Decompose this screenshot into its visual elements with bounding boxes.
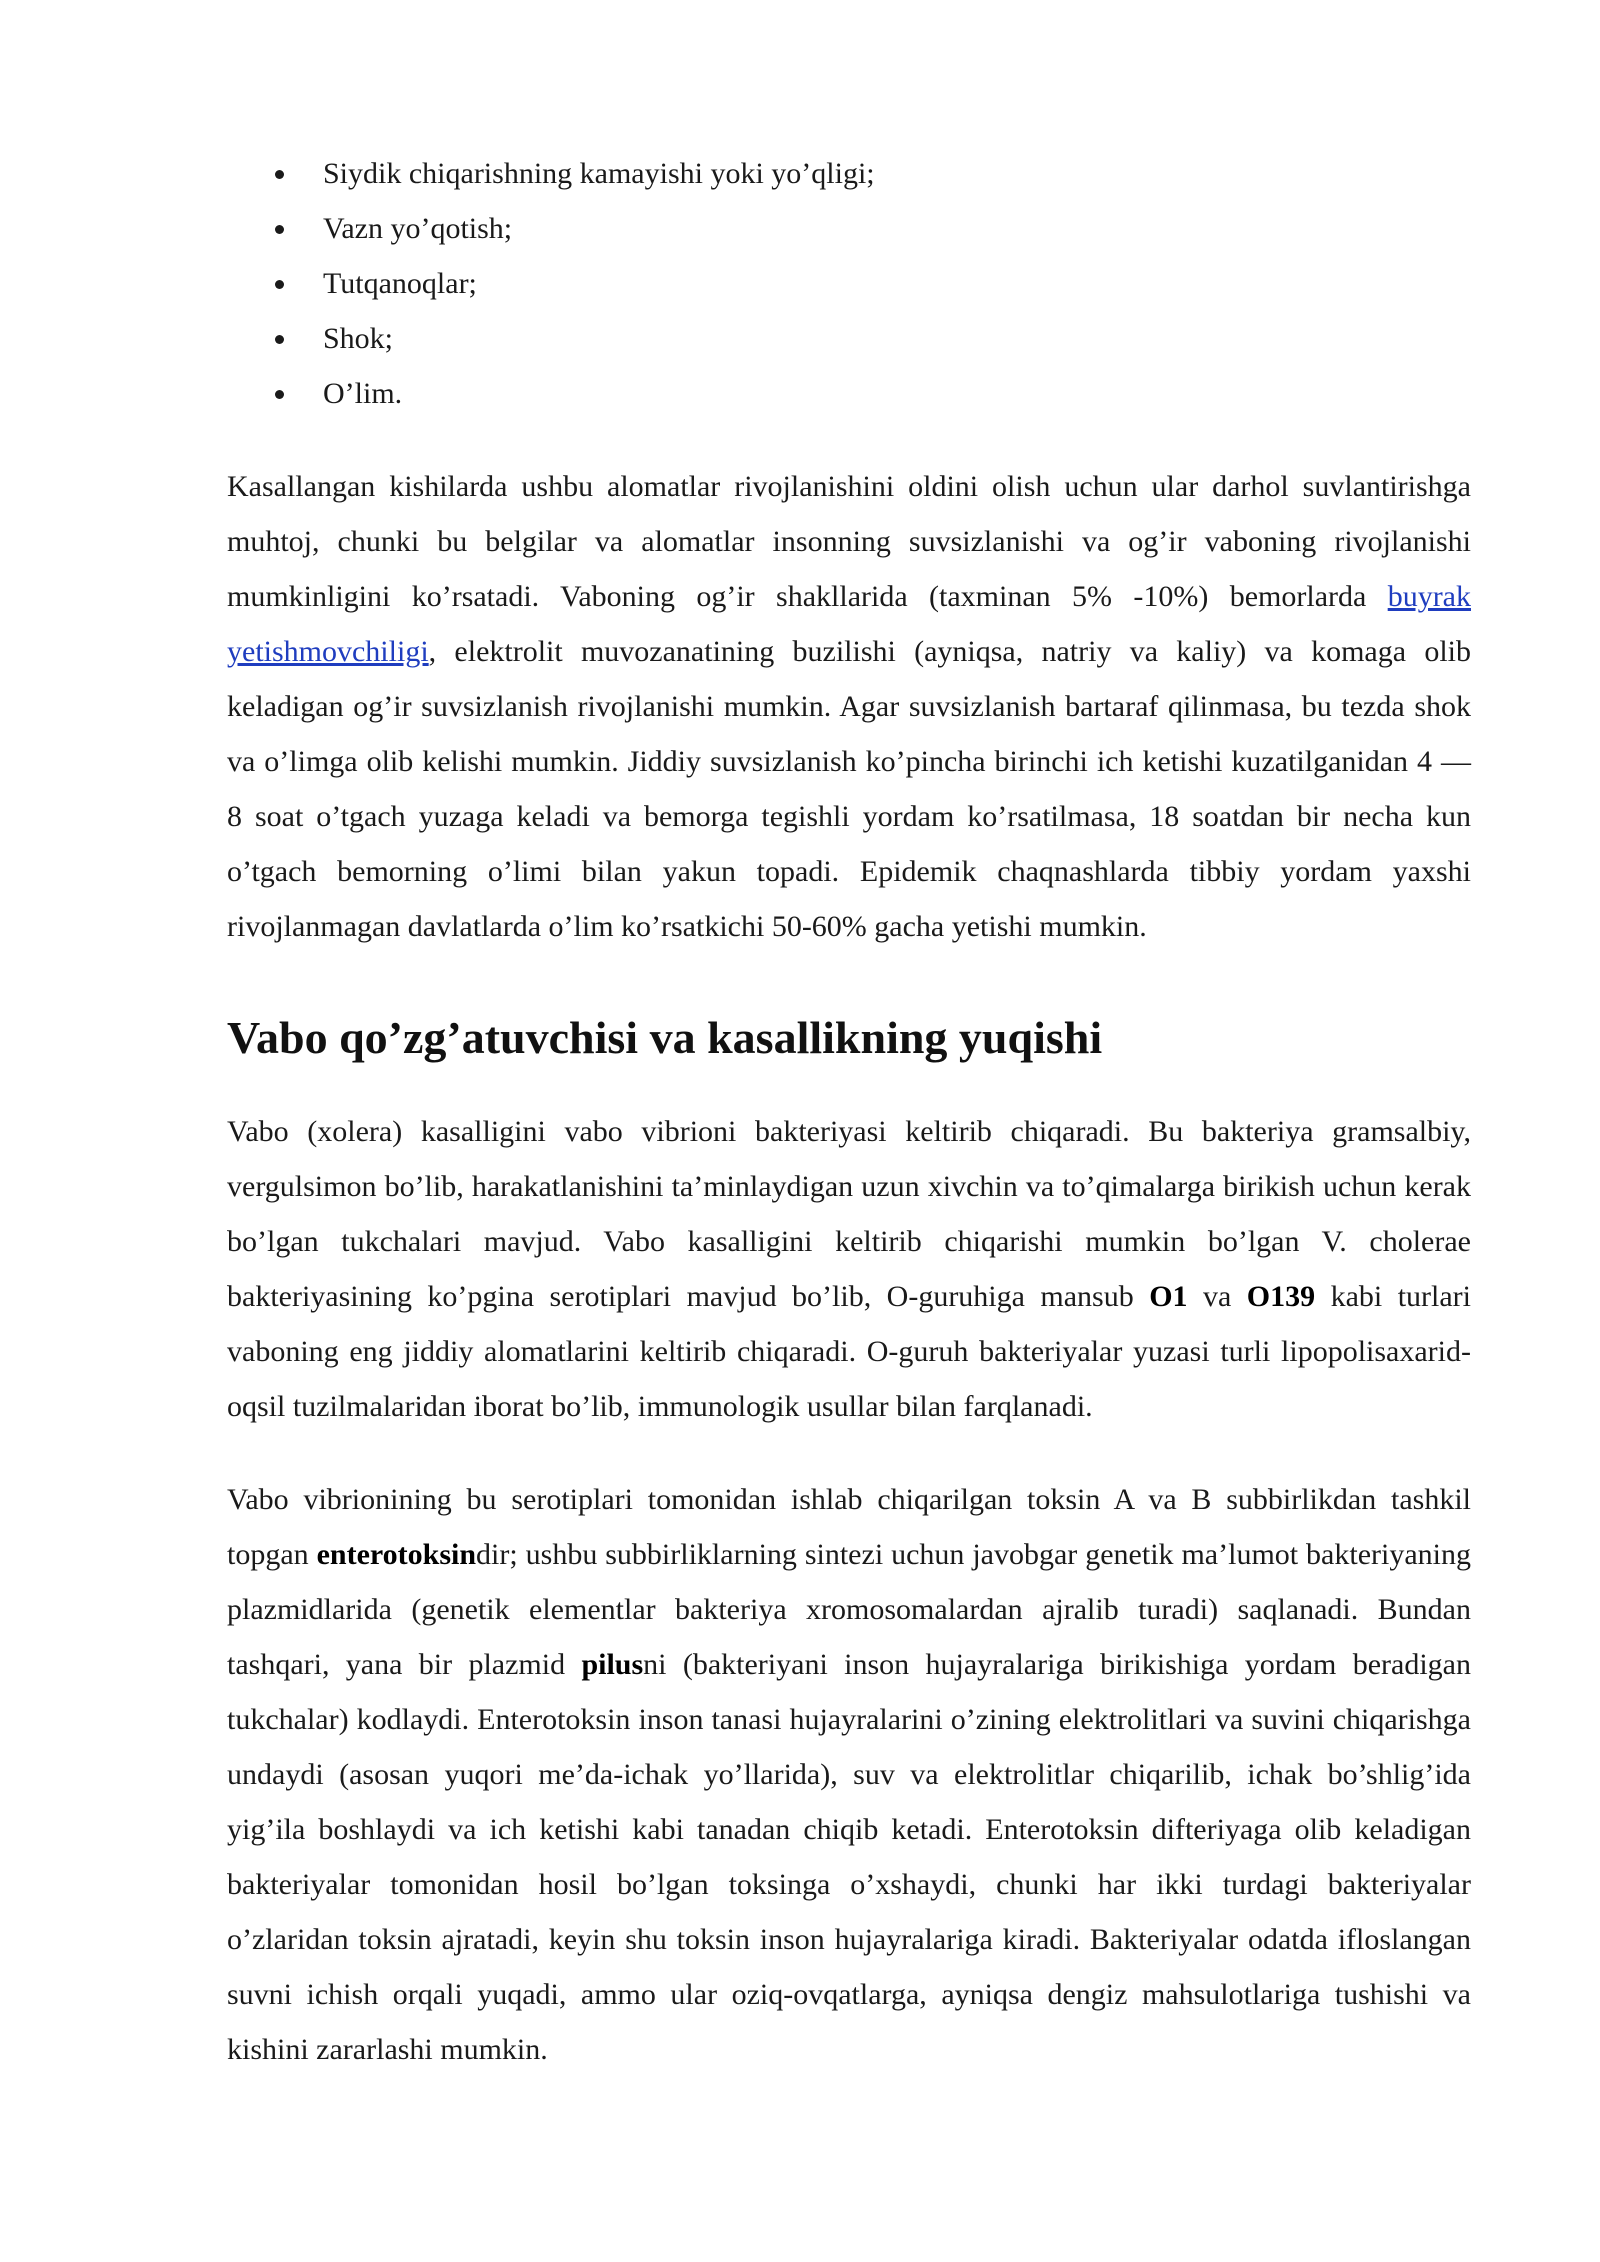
paragraph-text: kabi turlari vaboning eng jiddiy alomatlarini keltirib chiqaradi. O-guruh bakteriyalar yuzasi turli lipopolisaxarid-oqsil tuzilmalaridan iborat bo’lib, immunologik usullar bilan farqlanadi. bbox=[227, 1280, 1471, 1423]
symptom-list bbox=[227, 146, 1471, 421]
bold-term: pilus bbox=[581, 1648, 644, 1681]
paragraph-dehydration bbox=[227, 459, 1471, 954]
paragraph-text: va bbox=[1187, 1280, 1247, 1313]
document-page bbox=[227, 146, 1471, 2077]
list-item-text: Vazn yo’qotish; bbox=[323, 212, 513, 245]
paragraph-text: dir; ushbu subbirliklarning sintezi uchun javobgar genetik ma’lumot bakteriyaning plazmidlarida (genetik elementlar bakteriya xromosomalardan ajralib turadi) saqlanadi. Bundan tashqari, yana bir plazmid bbox=[227, 1538, 1471, 1681]
paragraph-text: Vabo (xolera) kasalligini vabo vibrioni bakteriyasi keltirib chiqaradi. Bu bakteriya gramsalbiy, vergulsimon bo’lib, harakatlanishini ta’minlaydigan uzun xivchin va to’qimalarga birikish uchun kerak bo’lgan tukchalari mavjud. Vabo kasalligini keltirib chiqarishi mumkin bo’lgan V. cholerae bakteriyasining ko’pgina serotiplari mavjud bo’lib, O-guruhiga mansub bbox=[227, 1115, 1471, 1313]
bullet-icon bbox=[275, 280, 284, 289]
paragraph-text: Vabo vibrionining bu serotiplari tomonidan ishlab chiqarilgan toksin A va B subbirlikdan tashkil topgan bbox=[227, 1483, 1471, 1571]
list-item bbox=[227, 146, 1471, 201]
list-item bbox=[227, 201, 1471, 256]
paragraph-text: ni (bakteriyani inson hujayralariga birikishiga yordam beradigan tukchalar) kodlaydi. Enterotoksin inson tanasi hujayralarini o’zining elektrolitlari va suvini chiqarishga undaydi (asosan yuqori me’da-ichak yo’llarida), suv va elektrolitlar chiqarilib, ichak bo’shlig’ida yig’ila boshlaydi va ich ketishi kabi tanadan chiqib ketadi. Enterotoksin difteriyaga olib keladigan bakteriyalar tomonidan hosil bo’lgan toksinga o’xshaydi, chunki har ikki turdagi bakteriyalar o’zlaridan toksin ajratadi, keyin shu toksin inson hujayralariga kiradi. Bakteriyalar odatda ifloslangan suvni ichish orqali yuqadi, ammo ular oziq-ovqatlarga, ayniqsa dengiz mahsulotlariga tushishi va kishini zararlashi mumkin. bbox=[227, 1648, 1471, 2066]
list-item-text: Tutqanoqlar; bbox=[323, 267, 477, 300]
paragraph-pathogen bbox=[227, 1104, 1471, 1434]
list-item-text: O’lim. bbox=[323, 377, 403, 410]
paragraph-toxin bbox=[227, 1472, 1471, 2077]
kidney-failure-link[interactable]: buyrak yetishmovchiligi bbox=[227, 580, 1471, 668]
list-item bbox=[227, 256, 1471, 311]
paragraph-text: Kasallangan kishilarda ushbu alomatlar rivojlanishini oldini olish uchun ular darhol suvlantirishga muhtoj, chunki bu belgilar va alomatlar insonning suvsizlanishi va og’ir vaboning rivojlanishi mumkinligini ko’rsatadi. Vaboning og’ir shakllarida (taxminan 5% -10%) bemorlarda bbox=[227, 470, 1471, 613]
bullet-icon bbox=[275, 390, 284, 399]
paragraph-text: , elektrolit muvozanatining buzilishi (ayniqsa, natriy va kaliy) va komaga olib keladigan og’ir suvsizlanish rivojlanishi mumkin. Agar suvsizlanish bartaraf qilinmasa, bu tezda shok va o’limga olib kelishi mumkin. Jiddiy suvsizlanish ko’pincha birinchi ich ketishi kuzatilganidan 4 — 8 soat o’tgach yuzaga keladi va bemorga tegishli yordam ko’rsatilmasa, 18 soatdan bir necha kun o’tgach bemorning o’limi bilan yakun topadi. Epidemik chaqnashlarda tibbiy yordam yaxshi rivojlanmagan davlatlarda o’lim ko’rsatkichi 50-60% gacha yetishi mumkin. bbox=[227, 635, 1471, 943]
list-item-text: Siydik chiqarishning kamayishi yoki yo’qligi; bbox=[323, 157, 875, 190]
bold-term: O139 bbox=[1246, 1280, 1316, 1313]
bold-term: O1 bbox=[1149, 1280, 1188, 1313]
bullet-icon bbox=[275, 170, 284, 179]
bullet-icon bbox=[275, 335, 284, 344]
list-item-text: Shok; bbox=[323, 322, 394, 355]
bold-term: enterotoksin bbox=[316, 1538, 477, 1571]
list-item bbox=[227, 311, 1471, 366]
bullet-icon bbox=[275, 225, 284, 234]
list-item bbox=[227, 366, 1471, 421]
section-heading: Vabo qo’zg’atuvchisi va kasallikning yuqishi bbox=[227, 1012, 1103, 1063]
